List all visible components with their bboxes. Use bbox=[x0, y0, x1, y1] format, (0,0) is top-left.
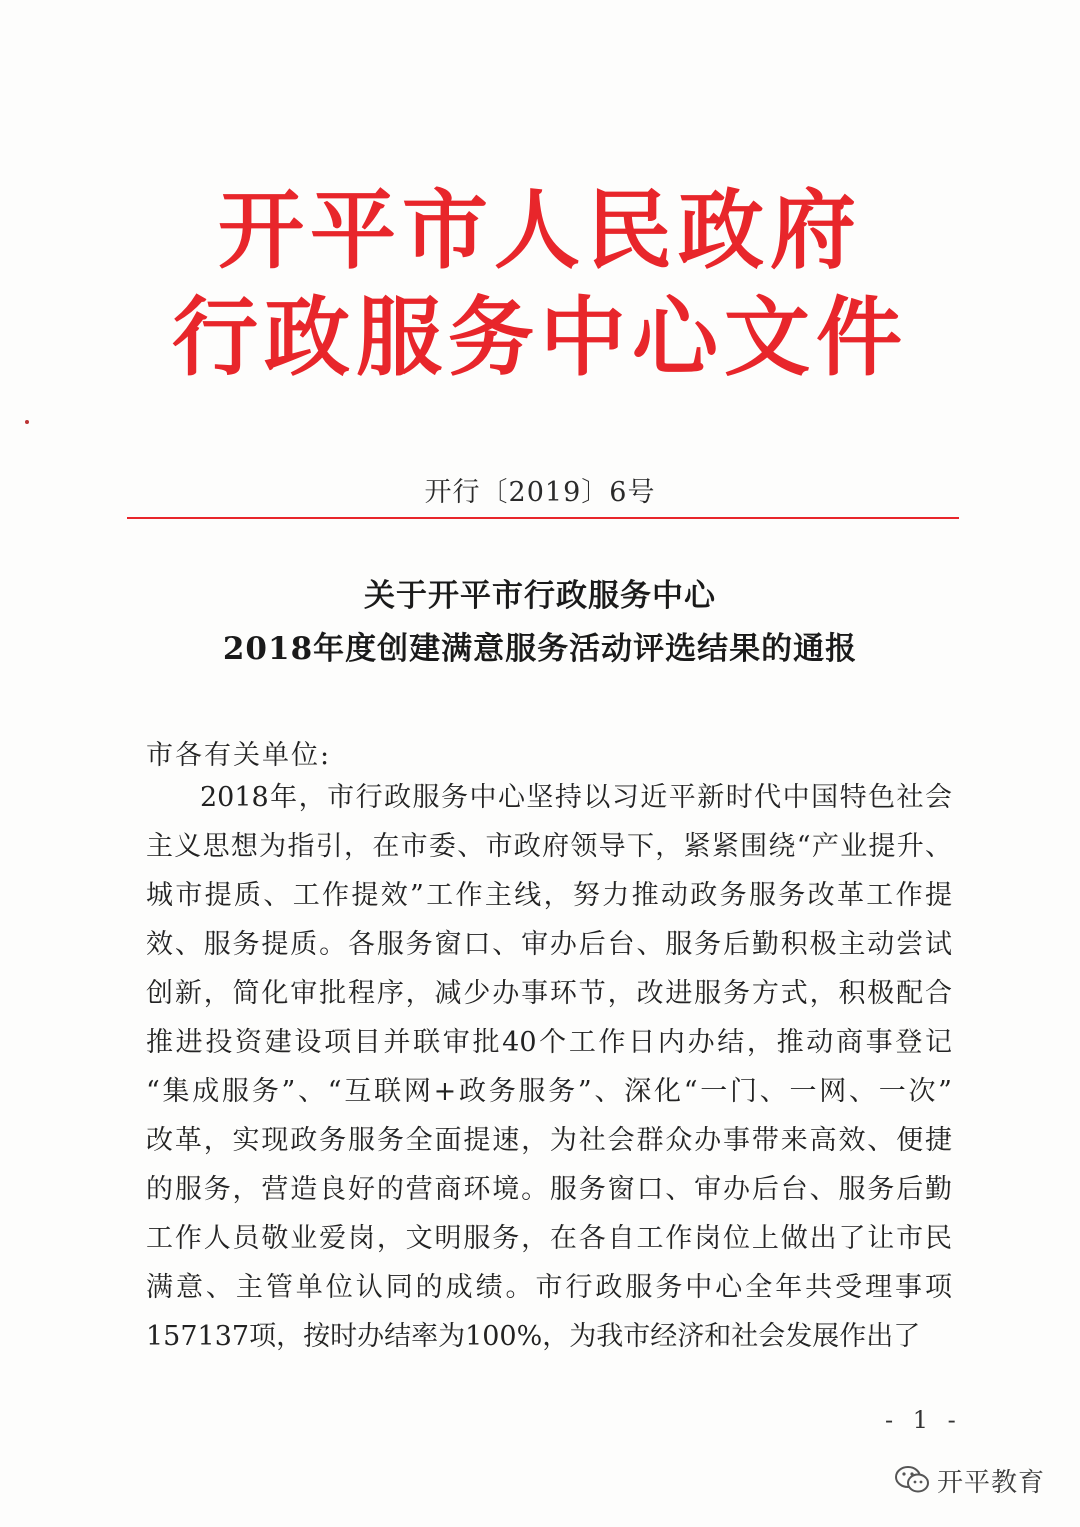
page-number: - 1 - bbox=[885, 1406, 962, 1434]
body-line: 推进投资建设项目并联审批40个工作日内办结，推动商事登记 bbox=[146, 1027, 952, 1058]
account-watermark bbox=[893, 1460, 1045, 1500]
issuer-header-line2: 行政服务中心文件 bbox=[172, 288, 908, 388]
issuer-header-line1: 开平市人民政府 bbox=[218, 181, 862, 281]
body-line: 2018年，市行政服务中心坚持以习近平新时代中国特色社会 bbox=[200, 782, 952, 813]
body-line: 满意、主管单位认同的成绩。市行政服务中心全年共受理事项 bbox=[146, 1272, 952, 1303]
document-number: 开行〔2019〕6号 bbox=[424, 477, 656, 508]
wechat-icon bbox=[893, 1464, 931, 1496]
body-line: 的服务，营造良好的营商环境。服务窗口、审办后台、服务后勤 bbox=[146, 1174, 952, 1205]
body-line: 城市提质、工作提效”工作主线，努力推动政务服务改革工作提 bbox=[146, 880, 952, 911]
body-line: 主义思想为指引，在市委、市政府领导下，紧紧围绕“产业提升、 bbox=[146, 831, 952, 862]
body-line: 效、服务提质。各服务窗口、审办后台、服务后勤积极主动尝试 bbox=[146, 929, 952, 960]
body-line: 工作人员敬业爱岗，文明服务，在各自工作岗位上做出了让市民 bbox=[146, 1223, 952, 1254]
document-title-line2: 2018年度创建满意服务活动评选结果的通报 bbox=[222, 631, 858, 667]
watermark-text: 开平教育 bbox=[937, 1467, 1046, 1498]
body-line: 改革，实现政务服务全面提速，为社会群众办事带来高效、便捷 bbox=[146, 1125, 952, 1156]
body-line: 创新，简化审批程序，减少办事环节，改进服务方式，积极配合 bbox=[146, 978, 952, 1009]
red-separator-line bbox=[127, 517, 959, 519]
document-title-line1: 关于开平市行政服务中心 bbox=[364, 578, 716, 614]
body-line: “集成服务”、“互联网+政务服务”、深化“一门、一网、一次” bbox=[146, 1076, 952, 1107]
scan-speck bbox=[25, 420, 29, 424]
body-line: 157137项，按时办结率为100%，为我市经济和社会发展作出了 bbox=[146, 1321, 921, 1352]
salutation: 市各有关单位: bbox=[146, 740, 332, 771]
